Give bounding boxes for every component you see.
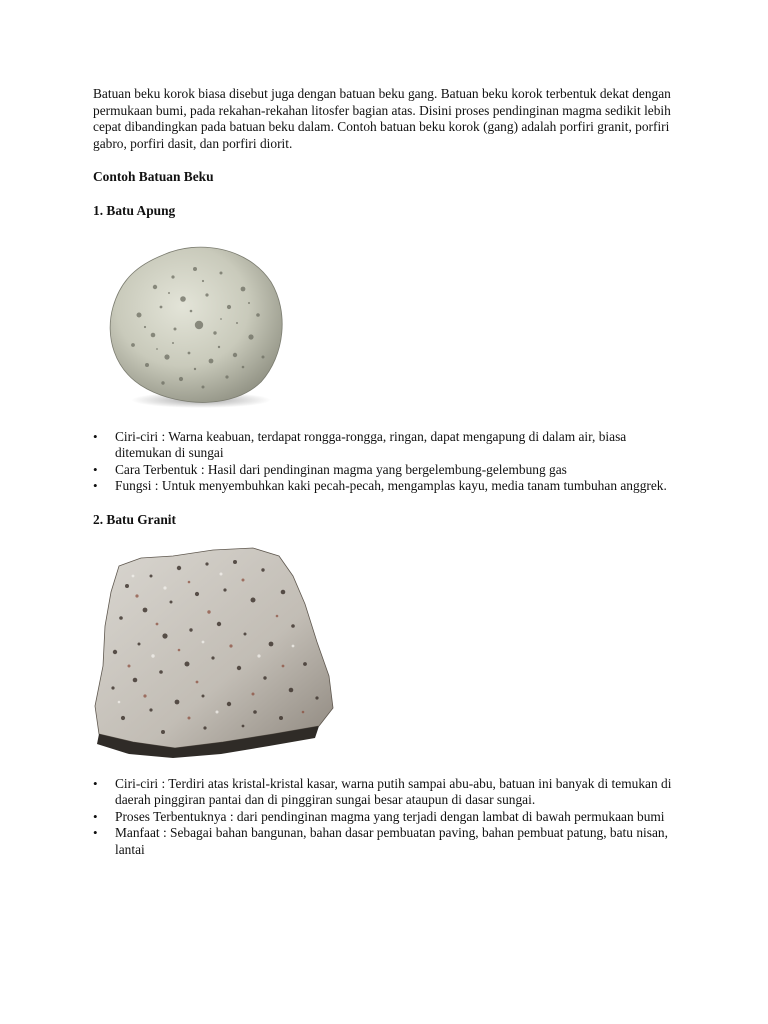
list-item: • Fungsi : Untuk menyembuhkan kaki pecah-pecah, mengamplas kayu, media tanam tumbuhan anggrek. xyxy=(115,478,683,495)
apung-bullet-list xyxy=(93,429,683,495)
intro-paragraph: Batuan beku korok biasa disebut juga dengan batuan beku gang. Batuan beku korok terbentuk dekat dengan permukaan bumi, pada rekahan-rekahan litosfer bagian atas. Disini proses pendinginan magma sedikit lebih cepat dibandingkan pada batuan beku dalam. Contoh batuan beku korok (gang) adalah porfiri granit, porfiri gabro, porfiri dasit, dan porfiri diorit. xyxy=(93,86,671,151)
rock-heading-granit: 2. Batu Granit xyxy=(93,511,176,527)
granit-bullet-list xyxy=(93,776,683,859)
list-item: • Proses Terbentuknya : dari pendinginan magma yang terjadi dengan lambat di bawah permukaan bumi xyxy=(115,809,683,826)
list-item: • Ciri-ciri : Warna keabuan, terdapat rongga-rongga, ringan, dapat mengapung di dalam air, biasa ditemukan di sungai xyxy=(115,429,683,462)
section-title: Contoh Batuan Beku xyxy=(93,169,214,185)
granite-stone-photo xyxy=(93,546,337,760)
document-page xyxy=(93,86,683,876)
rock-heading-apung: 1. Batu Apung xyxy=(93,202,176,218)
list-item: • Ciri-ciri : Terdiri atas kristal-kristal kasar, warna putih sampai abu-abu, batuan ini banyak di temukan di daerah pinggiran pantai dan di pinggiran sungai besar ataupun di dasar sungai. xyxy=(115,776,683,809)
pumice-stone-photo xyxy=(103,237,289,413)
list-item: • Manfaat : Sebagai bahan bangunan, bahan dasar pembuatan paving, bahan pembuat patung, batu nisan, lantai xyxy=(115,825,683,858)
list-item: • Cara Terbentuk : Hasil dari pendinginan magma yang bergelembung-gelembung gas xyxy=(115,462,683,479)
